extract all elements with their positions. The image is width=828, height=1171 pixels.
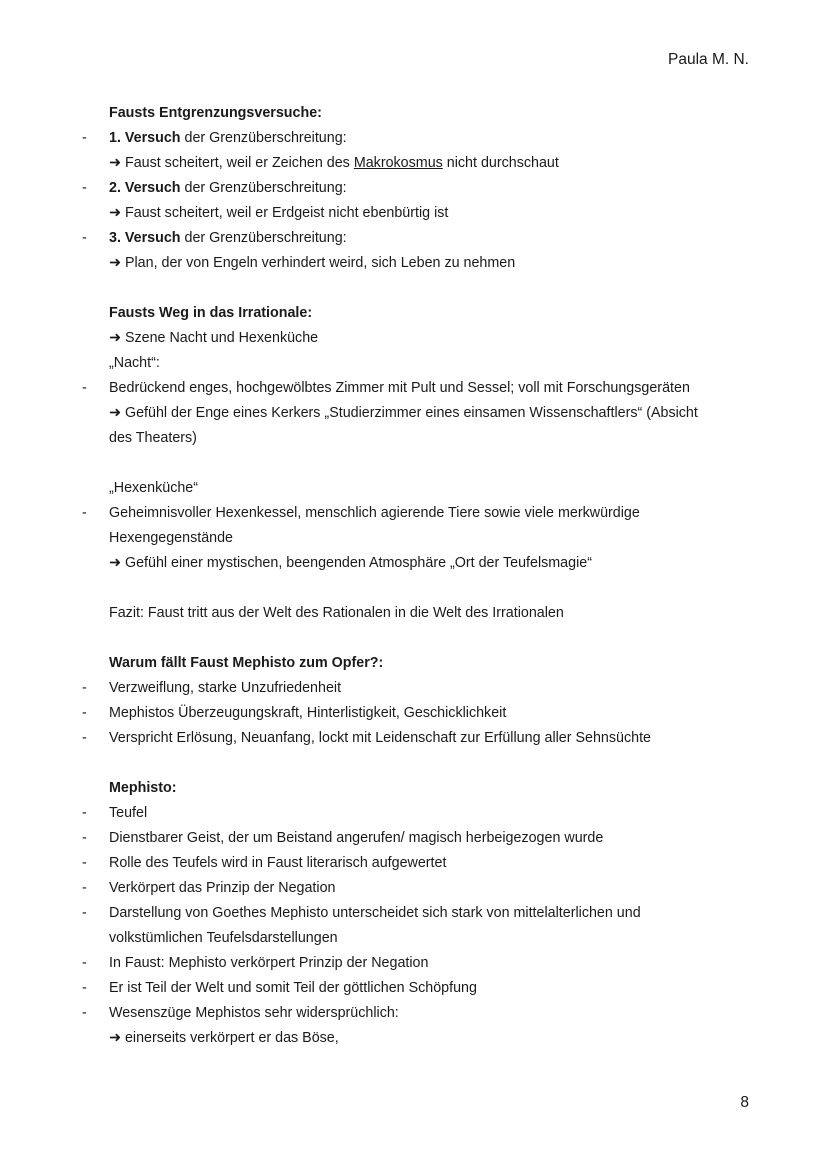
bold-label: 3. Versuch [109, 230, 181, 246]
arrow-icon: ➜ [109, 155, 121, 171]
sub-label-hexenkueche: „Hexenküche“ [109, 480, 198, 496]
result-text: Szene Nacht und Hexenküche [120, 330, 319, 346]
arrow-icon: ➜ [109, 405, 121, 421]
list-item: - Geheimnisvoller Hexenkessel, menschlich agierende Tiere sowie viele merkwürdige [109, 501, 759, 526]
bold-label: 2. Versuch [109, 180, 181, 196]
page-number: 8 [740, 1094, 749, 1111]
result-line [109, 401, 759, 426]
list-item: - Darstellung von Goethes Mephisto unterscheidet sich stark von mittelalterlichen und [109, 901, 759, 926]
list-item: - Er ist Teil der Welt und somit Teil der göttlichen Schöpfung [109, 976, 759, 1001]
result-text: Gefühl der Enge eines Kerkers „Studierzimmer eines einsamen Wissenschaftlers“ (Absicht [120, 405, 698, 421]
document-body [109, 101, 759, 1051]
list-item [109, 126, 759, 151]
item-text: der Grenzüberschreitung: [180, 130, 347, 146]
result-text: Faust scheitert, weil er Erdgeist nicht ebenbürtig ist [120, 205, 449, 221]
section-heading-opfer: Warum fällt Faust Mephisto zum Opfer?: [109, 655, 384, 671]
list-item: - Teufel [109, 801, 759, 826]
arrow-icon: ➜ [109, 1030, 121, 1046]
list-item [109, 176, 759, 201]
list-item: - In Faust: Mephisto verkörpert Prinzip der Negation [109, 951, 759, 976]
list-item-continued: volkstümlichen Teufelsdarstellungen [109, 930, 338, 946]
list-item: - Dienstbarer Geist, der um Beistand angerufen/ magisch herbeigezogen wurde [109, 826, 759, 851]
result-text: Gefühl einer mystischen, beengenden Atmosphäre „Ort der Teufelsmagie“ [120, 555, 592, 571]
list-item [109, 226, 759, 251]
arrow-icon: ➜ [109, 330, 121, 346]
result-line [109, 151, 759, 176]
result-line [109, 201, 759, 226]
list-item: - Bedrückend enges, hochgewölbtes Zimmer mit Pult und Sessel; voll mit Forschungsgeräten [109, 376, 759, 401]
result-line-continued: des Theaters) [109, 430, 197, 446]
list-item: - Verspricht Erlösung, Neuanfang, lockt mit Leidenschaft zur Erfüllung aller Sehnsüchte [109, 726, 759, 751]
section-heading-mephisto: Mephisto: [109, 780, 177, 796]
author-name: Paula M. N. [668, 51, 749, 68]
spacer [109, 276, 759, 301]
arrow-icon: ➜ [109, 555, 121, 571]
result-line [109, 1026, 759, 1051]
result-line [109, 551, 759, 576]
list-item: - Rolle des Teufels wird in Faust literarisch aufgewertet [109, 851, 759, 876]
spacer [109, 626, 759, 651]
underlined-term: Makrokosmus [353, 155, 443, 171]
list-item: - Verkörpert das Prinzip der Negation [109, 876, 759, 901]
item-text: der Grenzüberschreitung: [180, 180, 347, 196]
fazit-text: Fazit: Faust tritt aus der Welt des Rationalen in die Welt des Irrationalen [109, 605, 564, 621]
list-item: - Verzweiflung, starke Unzufriedenheit [109, 676, 759, 701]
sub-label-nacht: „Nacht“: [109, 355, 160, 371]
section-heading-entgrenzung: Fausts Entgrenzungsversuche: [109, 105, 322, 121]
list-item: - Wesenszüge Mephistos sehr widersprüchlich: [109, 1001, 759, 1026]
spacer [109, 576, 759, 601]
spacer [109, 451, 759, 476]
arrow-icon: ➜ [109, 205, 121, 221]
list-item: - Mephistos Überzeugungskraft, Hinterlistigkeit, Geschicklichkeit [109, 701, 759, 726]
spacer [109, 751, 759, 776]
result-text: Faust scheitert, weil er Zeichen des [120, 155, 354, 171]
result-text: Plan, der von Engeln verhindert weird, sich Leben zu nehmen [120, 255, 516, 271]
item-text: der Grenzüberschreitung: [180, 230, 347, 246]
result-line [109, 251, 759, 276]
result-line [109, 326, 759, 351]
arrow-icon: ➜ [109, 255, 121, 271]
bold-label: 1. Versuch [109, 130, 181, 146]
result-text: einerseits verkörpert er das Böse, [120, 1030, 339, 1046]
result-text: nicht durchschaut [442, 155, 559, 171]
list-item-continued: Hexengegenstände [109, 530, 234, 546]
section-heading-irrationale: Fausts Weg in das Irrationale: [109, 305, 313, 321]
